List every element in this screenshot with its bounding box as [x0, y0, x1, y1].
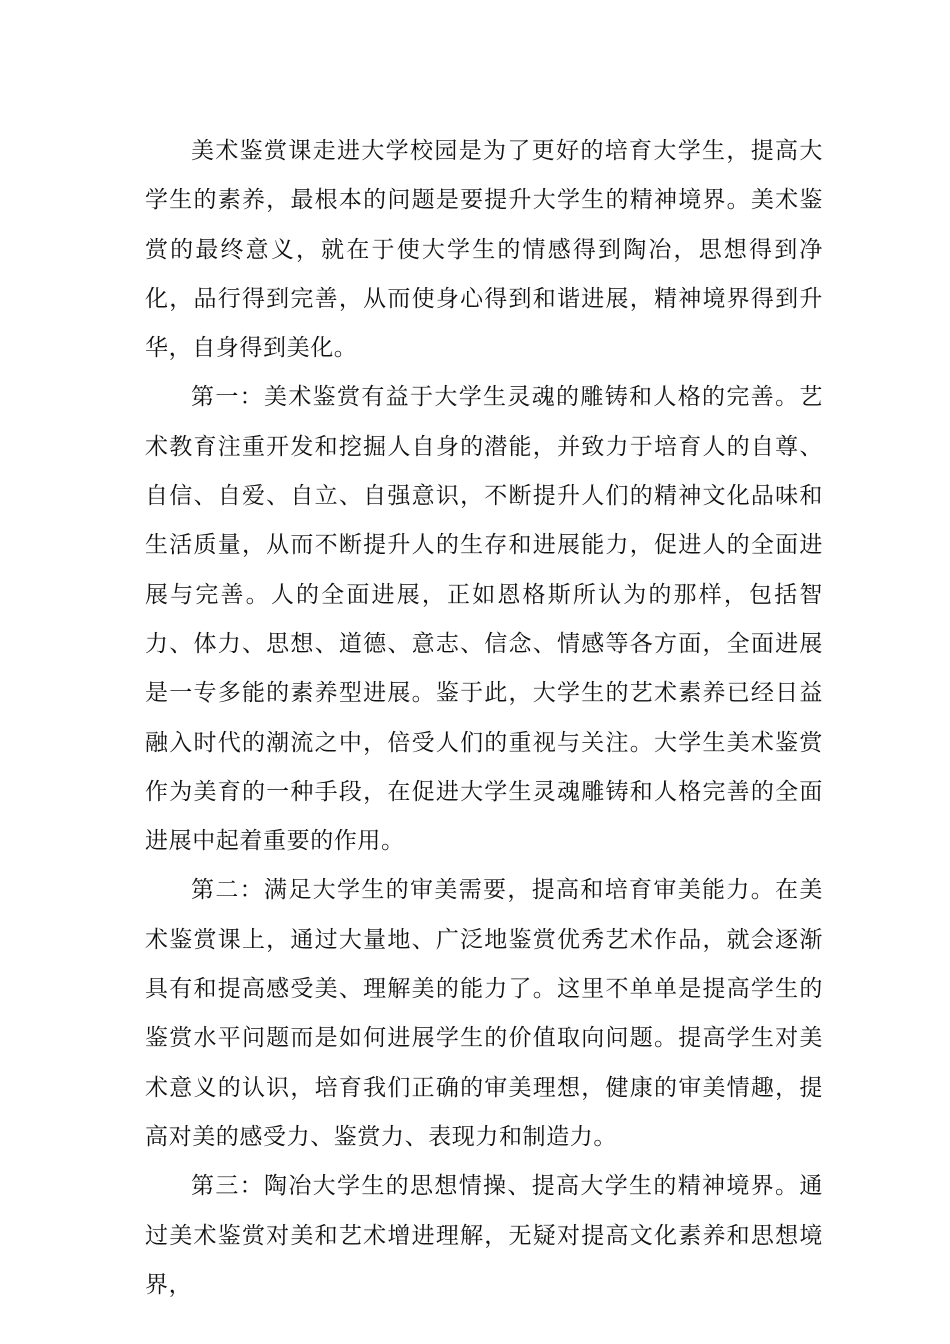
paragraph-intro: 美术鉴赏课走进大学校园是为了更好的培育大学生，提高大学生的素养，最根本的问题是要提升大学生的精神境界。美术鉴赏的最终意义，就在于使大学生的情感得到陶冶，思想得到净化，品行得到完善，从而使身心得到和谐进展，精神境界得到升华，自身得到美化。 [145, 138, 823, 362]
paragraph-third-point: 第三：陶冶大学生的思想情操、提高大学生的精神境界。通过美术鉴赏对美和艺术增进理解，无疑对提高文化素养和思想境界， [145, 1173, 823, 1298]
paragraph-first-point: 第一：美术鉴赏有益于大学生灵魂的雕铸和人格的完善。艺术教育注重开发和挖掘人自身的潜能，并致力于培育人的自尊、自信、自爱、自立、自强意识，不断提升人们的精神文化品味和生活质量，从而不断提升人的生存和进展能力，促进人的全面进展与完善。人的全面进展，正如恩格斯所认为的那样，包括智力、体力、思想、道德、意志、信念、情感等各方面，全面进展是一专多能的素养型进展。鉴于此，大学生的艺术素养已经日益融入时代的潮流之中，倍受人们的重视与关注。大学生美术鉴赏作为美育的一种手段，在促进大学生灵魂雕铸和人格完善的全面进展中起着重要的作用。 [145, 384, 823, 855]
document-body [145, 127, 823, 1310]
paragraph-second-point: 第二：满足大学生的审美需要，提高和培育审美能力。在美术鉴赏课上，通过大量地、广泛地鉴赏优秀艺术作品，就会逐渐具有和提高感受美、理解美的能力了。这里不单单是提高学生的鉴赏水平问题而是如何进展学生的价值取向问题。提高学生对美术意义的认识，培育我们正确的审美理想，健康的审美情趣，提高对美的感受力、鉴赏力、表现力和制造力。 [145, 877, 823, 1150]
